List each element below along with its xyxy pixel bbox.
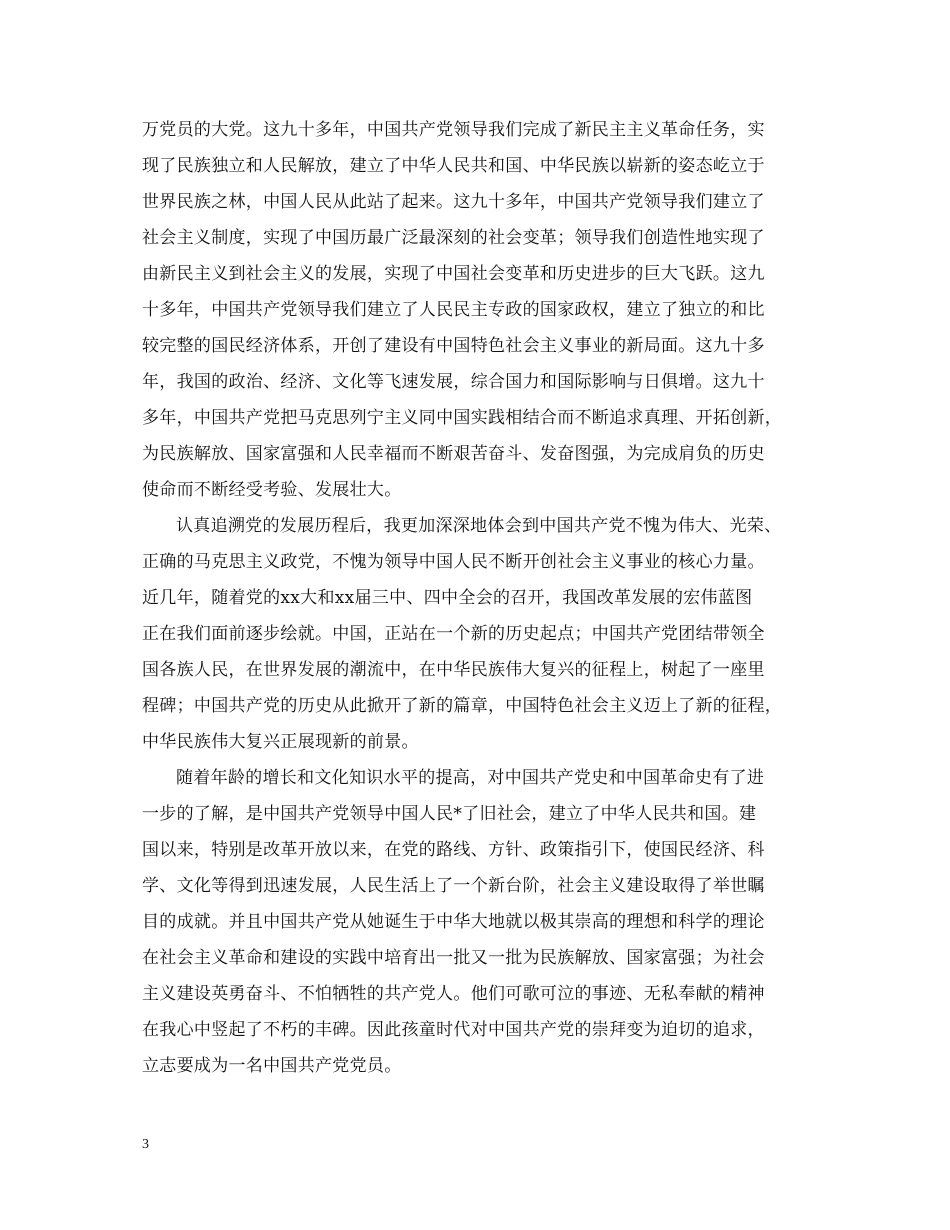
paragraph-line: 正确的马克思主义政党，不愧为领导中国人民不断开创社会主义事业的核心力量。 (142, 552, 765, 572)
page-number: 3 (142, 1137, 149, 1152)
paragraph-line: 一步的了解，是中国共产党领导中国人民*了旧社会，建立了中华人民共和国。建 (142, 804, 757, 824)
paragraph-line: 为民族解放、国家富强和人民幸福而不断艰苦奋斗、发奋图强，为完成肩负的历史 (142, 444, 765, 464)
paragraph-line: 多年，中国共产党把马克思列宁主义同中国实践相结合而不断追求真理、开拓创新， (142, 408, 783, 428)
paragraph-line: 随着年龄的增长和文化知识水平的提高，对中国共产党史和中国革命史有了进 (176, 768, 765, 788)
paragraph-line: 万党员的大党。这九十多年，中国共产党领导我们完成了新民主主义革命任务，实 (142, 120, 765, 140)
paragraph-line: 使命而不断经受考验、发展壮大。 (142, 480, 402, 500)
paragraph-line: 社会主义制度，实现了中国历最广泛最深刻的社会变革；领导我们创造性地实现了 (142, 228, 765, 248)
paragraph-line: 学、文化等得到迅速发展，人民生活上了一个新台阶，社会主义建设取得了举世瞩 (142, 876, 765, 896)
paragraph-line: 在我心中竖起了不朽的丰碑。因此孩童时代对中国共产党的崇拜变为迫切的追求， (142, 1020, 765, 1040)
paragraph-3 (142, 760, 832, 1084)
paragraph-line: 中华民族伟大复兴正展现新的前景。 (142, 732, 419, 752)
paragraph-line: 主义建设英勇奋斗、不怕牺牲的共产党人。他们可歌可泣的事迹、无私奉献的精神 (142, 984, 765, 1004)
paragraph-line: 程碑；中国共产党的历史从此掀开了新的篇章，中国特色社会主义迈上了新的征程， (142, 696, 783, 716)
paragraph-1 (142, 112, 832, 508)
paragraph-line: 现了民族独立和人民解放，建立了中华人民共和国、中华民族以崭新的姿态屹立于 (142, 156, 765, 176)
paragraph-line: 立志要成为一名中国共产党党员。 (142, 1056, 402, 1076)
document-body (142, 112, 832, 1084)
paragraph-line: 在社会主义革命和建设的实践中培育出一批又一批为民族解放、国家富强；为社会 (142, 948, 765, 968)
paragraph-line: 国以来，特别是改革开放以来，在党的路线、方针、政策指引下，使国民经济、科 (142, 840, 765, 860)
paragraph-2 (142, 508, 832, 760)
paragraph-line: 较完整的国民经济体系，开创了建设有中国特色社会主义事业的新局面。这九十多 (142, 336, 765, 356)
paragraph-line: 近几年，随着党的xx大和xx届三中、四中全会的召开，我国改革发展的宏伟蓝图 (142, 588, 753, 608)
paragraph-line: 世界民族之林，中国人民从此站了起来。这九十多年，中国共产党领导我们建立了 (142, 192, 765, 212)
paragraph-line: 年，我国的政治、经济、文化等飞速发展，综合国力和国际影响与日俱增。这九十 (142, 372, 765, 392)
paragraph-line: 由新民主义到社会主义的发展，实现了中国社会变革和历史进步的巨大飞跃。这九 (142, 264, 765, 284)
paragraph-line: 认真追溯党的发展历程后，我更加深深地体会到中国共产党不愧为伟大、光荣、 (176, 516, 782, 536)
paragraph-line: 目的成就。并且中国共产党从她诞生于中华大地就以极其崇高的理想和科学的理论 (142, 912, 765, 932)
paragraph-line: 正在我们面前逐步绘就。中国，正站在一个新的历史起点；中国共产党团结带领全 (142, 624, 765, 644)
paragraph-line: 十多年，中国共产党领导我们建立了人民民主专政的国家政权，建立了独立的和比 (142, 300, 765, 320)
paragraph-line: 国各族人民，在世界发展的潮流中，在中华民族伟大复兴的征程上，树起了一座里 (142, 660, 765, 680)
